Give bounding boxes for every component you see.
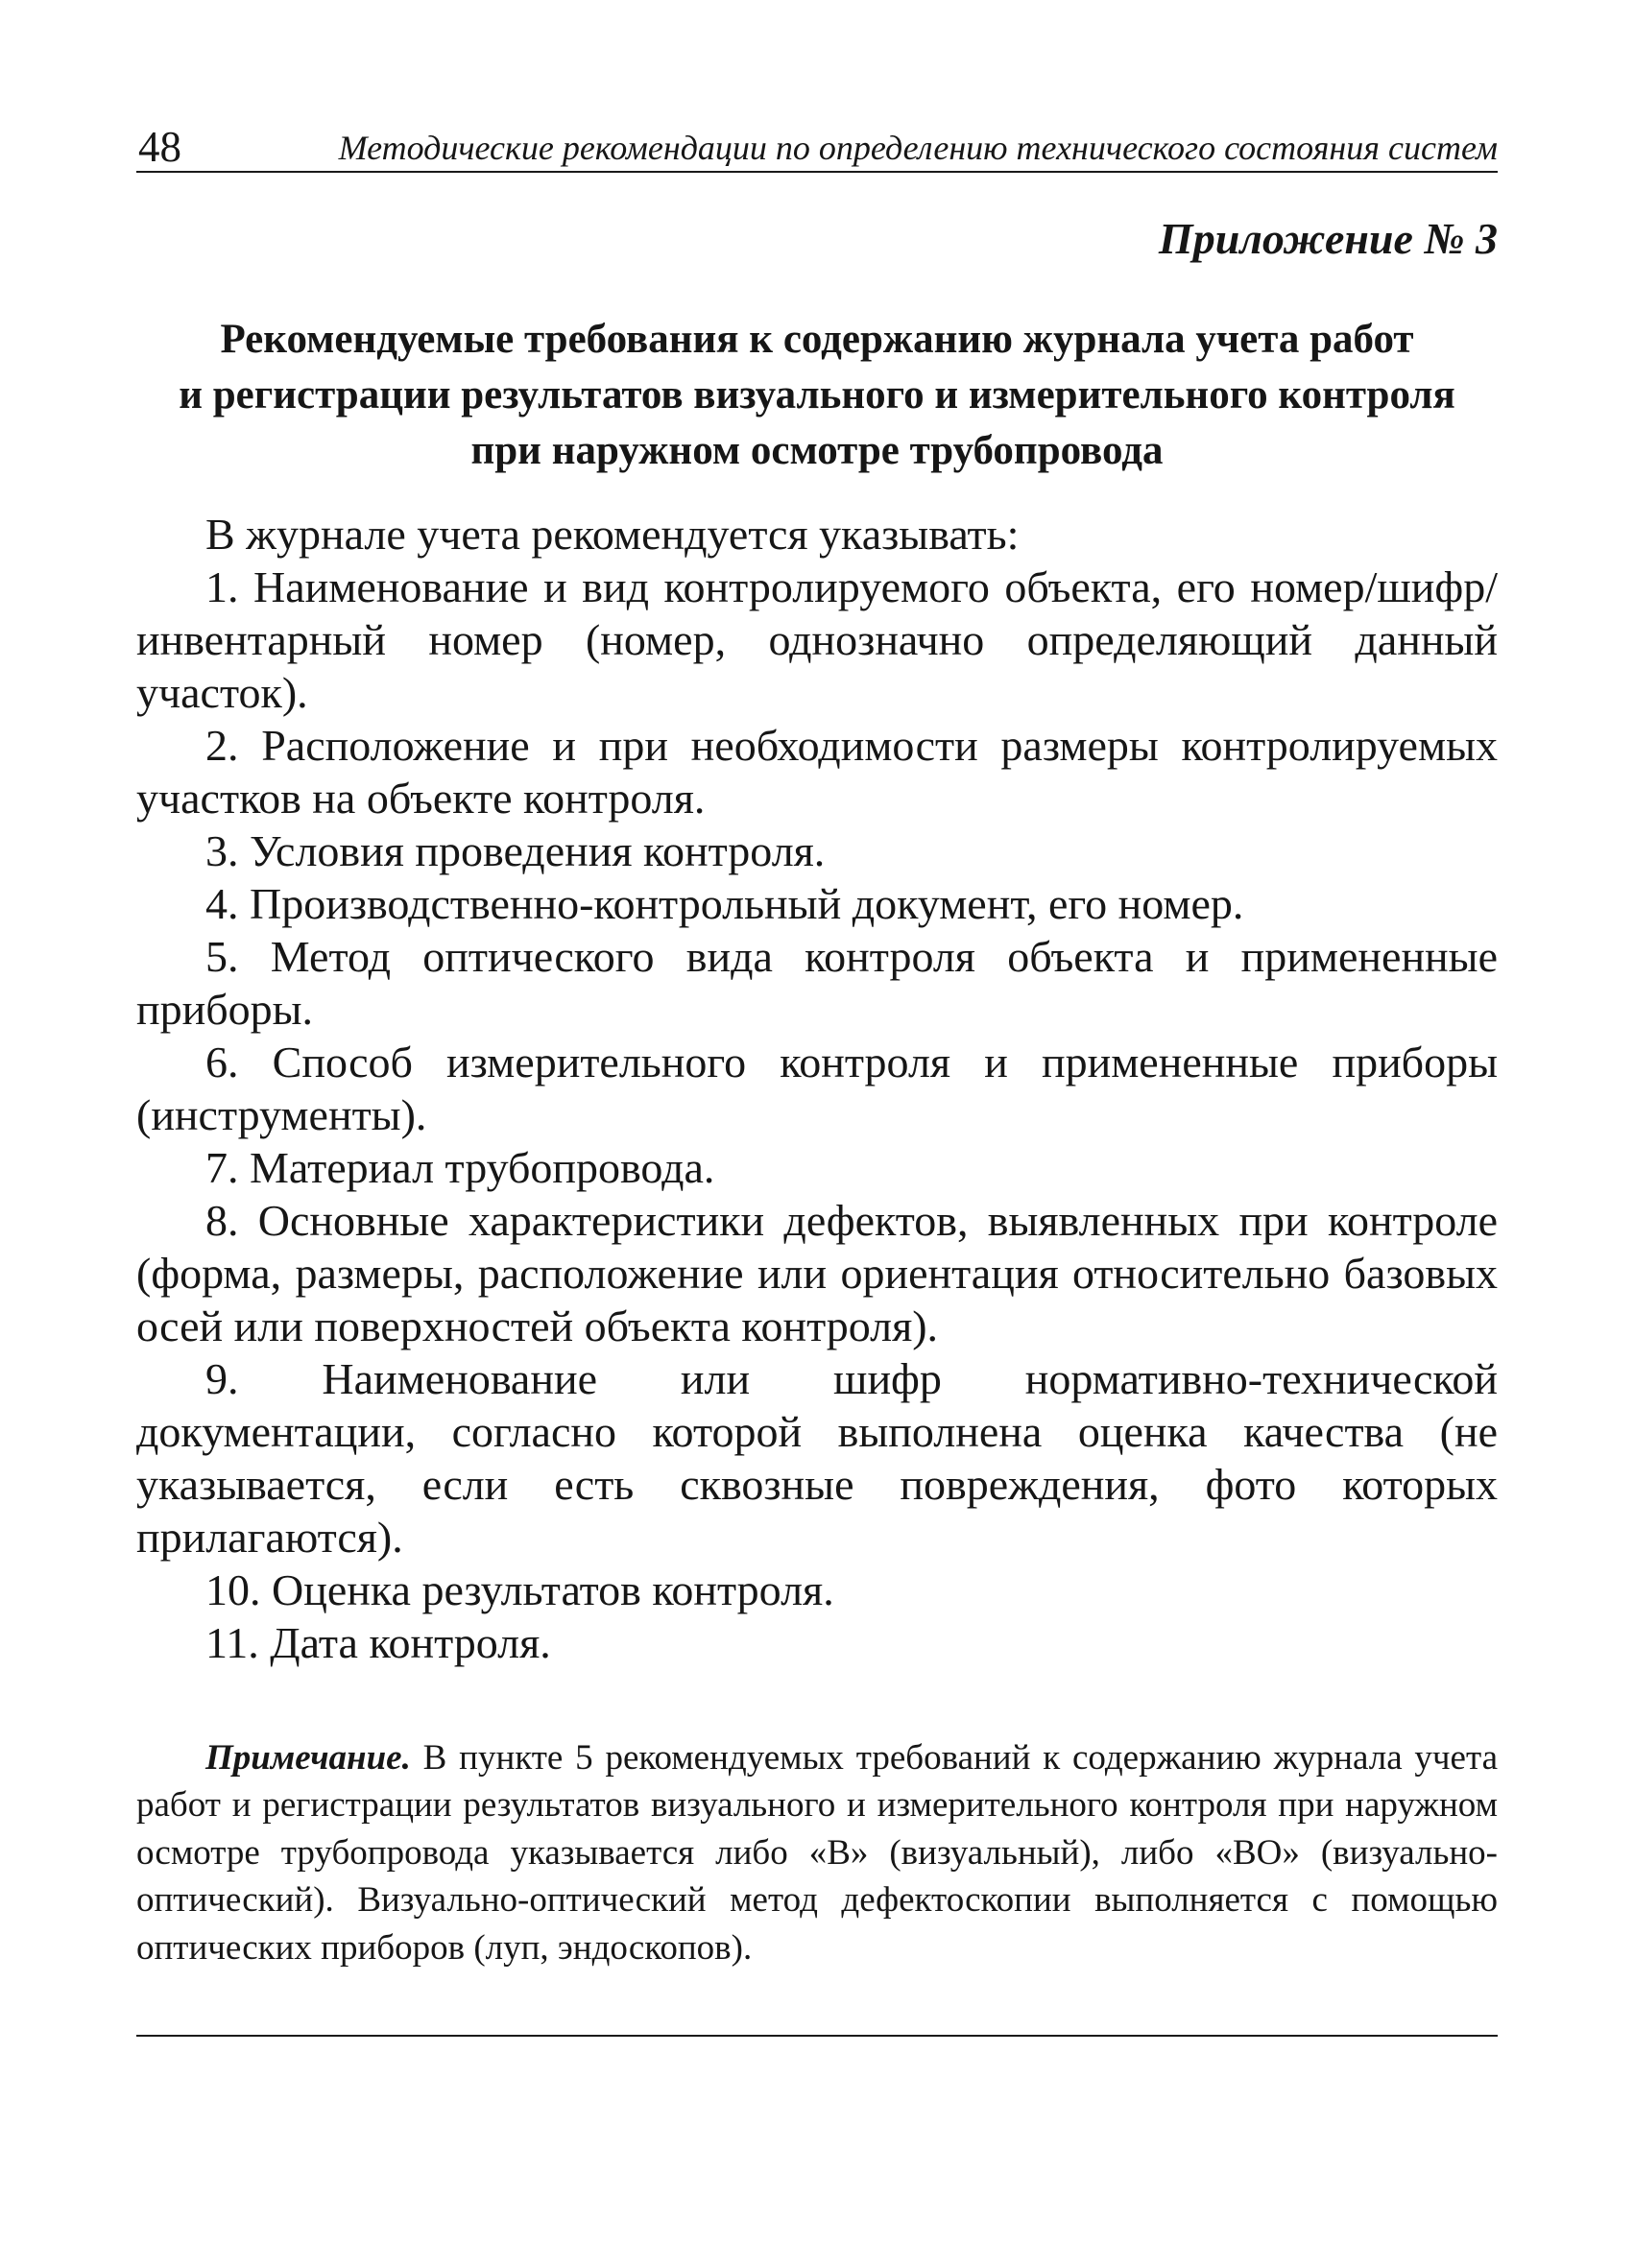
appendix-label: Приложение № 3 — [1158, 214, 1498, 263]
title-line: при наружном осмотре трубопровода — [470, 427, 1164, 473]
list-item: 1. Наименование и вид контролируемого объекта, его номер/шифр/инвентарный номер (номер, однозначно определяющий данный участок). — [136, 561, 1498, 717]
list-item: 9. Наименование или шифр нормативно-технической документации, согласно которой выполнена оценка качества (не указывается, если есть сквозные повреждения, фото которых прилагаются). — [136, 1353, 1498, 1562]
note-text: В пункте 5 рекомендуемых требований к содержанию журнала учета работ и регистрации результатов визуального и измерительного контроля при наружном осмотре трубопровода указывается либо «В» (визуальный), либо «ВО» (визуально-оптический). Визуально-оптический метод дефектоскопии выполняется с помощью оптических приборов (луп, эндоскопов). — [136, 1737, 1499, 1968]
note-paragraph — [136, 1734, 1498, 1972]
list-item: 3. Условия проведения контроля. — [205, 825, 826, 875]
page-number: 48 — [138, 123, 181, 171]
note-label: Примечание. — [205, 1737, 411, 1778]
footer-rule — [136, 2035, 1498, 2037]
title-line: и регистрации результатов визуального и измерительного контроля — [179, 371, 1455, 418]
list-item: 4. Производственно-контрольный документ, его номер. — [205, 878, 1244, 928]
running-header — [136, 107, 1498, 173]
list-item: 5. Метод оптического вида контроля объекта и примененные приборы. — [136, 931, 1498, 1034]
list-item: 7. Материал трубопровода. — [205, 1142, 715, 1192]
title-line: Рекомендуемые требования к содержанию журнала учета работ — [220, 316, 1414, 362]
list-item: 10. Оценка результатов контроля. — [205, 1564, 834, 1614]
list-item: 8. Основные характеристики дефектов, выявленных при контроле (форма, размеры, расположение или ориентация относительно базовых осей или поверхностей объекта контроля). — [136, 1195, 1498, 1350]
list-item: 11. Дата контроля. — [205, 1617, 551, 1667]
list-item: 2. Расположение и при необходимости размеры контролируемых участков на объекте контроля. — [136, 720, 1498, 823]
intro-paragraph: В журнале учета рекомендуется указывать: — [205, 509, 1020, 559]
document-page — [136, 107, 1498, 2037]
document-title — [136, 312, 1498, 479]
running-title: Методические рекомендации по определению технического состояния систем — [338, 129, 1498, 167]
body-text — [136, 508, 1498, 1669]
list-item: 6. Способ измерительного контроля и примененные приборы (инструменты). — [136, 1037, 1498, 1139]
